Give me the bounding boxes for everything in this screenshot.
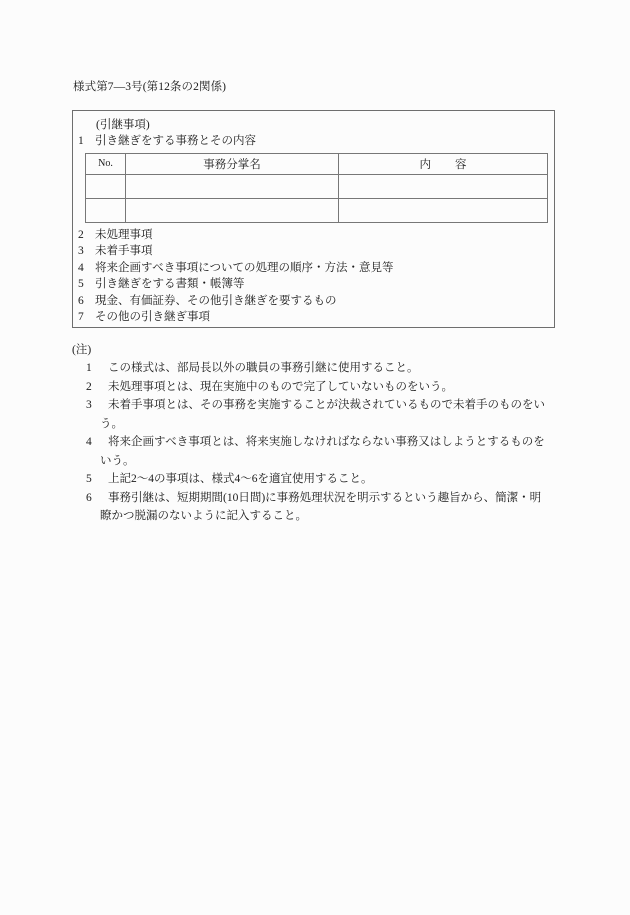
form-item-5-label: 引き継ぎをする書類・帳簿等 bbox=[95, 278, 245, 290]
note-4-line1: 将来企画すべき事項とは、将来実施しなければならない事務又はしようとするものを bbox=[108, 436, 545, 448]
form-item-5 bbox=[73, 276, 554, 293]
cell-content[interactable] bbox=[339, 174, 548, 198]
form-item-4-label: 将来企画すべき事項についての処理の順序・方法・意見等 bbox=[95, 261, 394, 274]
note-1-number: 1 bbox=[86, 362, 92, 374]
form-item-7 bbox=[73, 309, 554, 326]
form-item-5-number: 5 bbox=[78, 278, 84, 290]
table-header-content-right: 容 bbox=[455, 158, 467, 171]
form-item-2 bbox=[73, 227, 554, 244]
note-6-number: 6 bbox=[86, 491, 92, 504]
cell-no[interactable] bbox=[86, 198, 126, 222]
table-header-row bbox=[86, 153, 548, 174]
note-3-line1: 未着手事項とは、その事務を実施することが決裁されているもので未着手のものをい bbox=[108, 399, 545, 411]
note-4-number: 4 bbox=[86, 436, 92, 448]
cell-duty-name[interactable] bbox=[126, 174, 339, 198]
note-2 bbox=[86, 378, 562, 397]
form-item-7-label: その他の引き継ぎ事項 bbox=[95, 311, 210, 323]
note-4-text bbox=[100, 433, 562, 470]
note-3-number: 3 bbox=[86, 399, 92, 411]
table-header-content-left: 内 bbox=[419, 158, 431, 171]
form-item-1 bbox=[73, 133, 554, 150]
form-item-1-label: 引き継ぎをする事務とその内容 bbox=[95, 135, 256, 147]
form-item-3-label: 未着手事項 bbox=[95, 245, 153, 257]
note-6-text bbox=[100, 489, 562, 526]
note-3-text bbox=[100, 396, 562, 433]
note-6-line2: 瞭かつ脱漏のないように記入すること。 bbox=[100, 510, 307, 522]
note-5-number: 5 bbox=[86, 473, 92, 485]
form-items-list bbox=[73, 227, 554, 326]
notes-section bbox=[72, 342, 562, 526]
form-item-7-number: 7 bbox=[78, 311, 84, 323]
note-1-text: この様式は、部局長以外の職員の事務引継に使用すること。 bbox=[108, 362, 419, 374]
note-1 bbox=[86, 359, 562, 378]
note-5 bbox=[86, 470, 562, 489]
duties-table-wrapper bbox=[85, 153, 554, 223]
form-item-3 bbox=[73, 243, 554, 260]
section-label-handover-items: (引継事項) bbox=[96, 119, 150, 131]
note-5-text: 上記2〜4の事項は、様式4〜6を適宜使用すること。 bbox=[108, 473, 373, 485]
cell-duty-name[interactable] bbox=[126, 198, 339, 222]
note-6 bbox=[86, 489, 562, 526]
table-row[interactable] bbox=[86, 174, 548, 198]
form-item-4 bbox=[73, 260, 554, 277]
form-item-2-number: 2 bbox=[78, 228, 84, 241]
note-4 bbox=[86, 433, 562, 470]
form-item-6-label: 現金、有価証券、その他引き継ぎを要するもの bbox=[95, 294, 337, 307]
form-box bbox=[72, 110, 555, 328]
cell-content[interactable] bbox=[339, 198, 548, 222]
form-item-1-number: 1 bbox=[78, 135, 84, 147]
note-2-number: 2 bbox=[86, 380, 92, 393]
table-row[interactable] bbox=[86, 198, 548, 222]
duties-table bbox=[85, 153, 548, 223]
notes-title: (注) bbox=[72, 344, 92, 356]
note-3-line2: う。 bbox=[100, 417, 123, 430]
form-item-6 bbox=[73, 293, 554, 310]
note-6-line1: 事務引継は、短期期間(10日間)に事務処理状況を明示するという趣旨から、簡潔・明 bbox=[108, 491, 542, 504]
table-header-no: No. bbox=[86, 153, 126, 174]
cell-no[interactable] bbox=[86, 174, 126, 198]
note-4-line2: いう。 bbox=[100, 454, 135, 467]
form-item-6-number: 6 bbox=[78, 294, 84, 307]
table-header-duty-name: 事務分掌名 bbox=[126, 153, 339, 174]
table-header-content bbox=[339, 153, 548, 174]
note-3 bbox=[86, 396, 562, 433]
form-item-4-number: 4 bbox=[78, 261, 84, 274]
note-2-text: 未処理事項とは、現在実施中のもので完了していないものをいう。 bbox=[108, 380, 453, 393]
form-item-3-number: 3 bbox=[78, 245, 84, 257]
form-number-heading: 様式第7―3号(第12条の2関係) bbox=[73, 81, 227, 93]
form-item-2-label: 未処理事項 bbox=[95, 228, 153, 241]
